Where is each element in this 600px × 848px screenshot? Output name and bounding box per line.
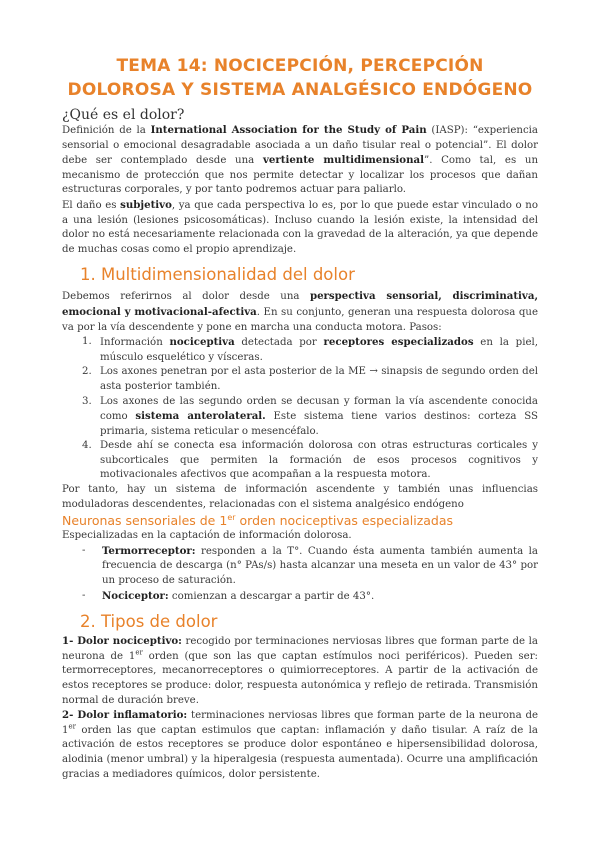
list-item: - Termorreceptor: responden a la T°. Cuando ésta aumenta también aumenta la frecuencia de descarga (n° PAs/s) hasta alcanzar una meseta en un valor de 43° por un proceso de saturación. [82, 544, 538, 587]
subsection-intro: Especializadas en la captación de información dolorosa. [62, 530, 352, 542]
list-item: - Nociceptor: comienzan a descargar a partir de 43°. [82, 589, 375, 602]
list-item: 1. Información nociceptiva detectada por receptores especializados en la piel, músculo esquelético y vísceras. [82, 336, 538, 363]
steps-list [82, 335, 538, 483]
section-1-outro: Por tanto, hay un sistema de información ascendente y también unas influencias moduladoras descendentes, relacionadas con el sistema analgésico endógeno [62, 484, 538, 510]
subsection-heading: Neuronas sensoriales de 1er orden nociceptivas especializadas [62, 513, 454, 529]
section-2-heading: 2. Tipos de dolor [80, 612, 218, 632]
list-item: 4. Desde ahí se conecta esa información dolorosa con otras estructuras corticales y subcorticales que permiten la formación de esos procesos cognitivos y motivacionales afectivos que acompañan a la respuesta motora. [82, 440, 538, 481]
definition-paragraph: Definición de la International Association for the Study of Pain (IASP): “experiencia sensorial o emocional desagradable asociada a un daño tisular real o potencial”. El dolor debe ser contemplado desde una vertiente multidimensional”. Como tal, es un mecanismo de protección que nos permite detectar y localizar los procesos que dañan estructuras corporales, y por tanto podremos actuar para paliarlo. [62, 124, 539, 196]
document-title: TEMA 14: NOCICEPCIÓN, PERCEPCIÓN DOLOROSA Y SISTEMA ANALGÉSICO ENDÓGENO [67, 56, 533, 100]
document-page [62, 54, 538, 782]
list-item: 2. Los axones penetran por el asta posterior de la ME → sinapsis de segundo orden del asta posterior también. [82, 366, 538, 392]
section-1-heading: 1. Multidimensionalidad del dolor [80, 265, 355, 285]
nociceptive-paragraph: 1- Dolor nociceptivo: recogido por terminaciones nerviosas libres que forman parte de la neurona de 1er orden (que son las que captan estímulos noci periféricos). Pueden ser: termorreceptores, mecanorreceptores o quimiorreceptores. A partir de la activación de estos receptores se produce: dolor, respuesta autonómica y reflejo de retirada. Transmisión normal de duración breve. [62, 635, 538, 706]
question-heading: ¿Qué es el dolor? [62, 107, 185, 123]
subjective-paragraph: El daño es subjetivo, ya que cada perspectiva lo es, por lo que puede estar vinculado o no a una lesión (lesiones psicosomáticas). Incluso cuando la lesión existe, la intensidad del dolor no está necesariamente relacionada con la gravedad de la alteración, ya que depende de muchas cosas como el propio aprendizaje. [62, 198, 538, 255]
section-1-intro: Debemos referirnos al dolor desde una perspectiva sensorial, discriminativa, emocional y motivacional-afectiva. En su conjunto, generan una respuesta dolorosa que va por la vía descendente y pone en marcha una conducta motora. Pasos: [62, 290, 538, 333]
list-item: 3. Los axones de las segundo orden se decusan y forman la vía ascendente conocida como sistema anterolateral. Este sistema tiene varios destinos: corteza SS primaria, sistema reticular o mesencéfalo. [82, 395, 539, 437]
receptor-list [82, 544, 538, 604]
inflammatory-paragraph: 2- Dolor inflamatorio: terminaciones nerviosas libres que forman parte de la neurona de 1er orden las que captan estimulos que captan: inflamación y daño tisular. A raíz de la activación de estos receptores se produce dolor espontáneo e hipersensibilidad dolorosa, alodinia (menor umbral) y la hiperalgesia (respuesta aumentada). Ocurre una amplificación gracias a mediadores químicos, dolor persistente. [62, 709, 538, 780]
